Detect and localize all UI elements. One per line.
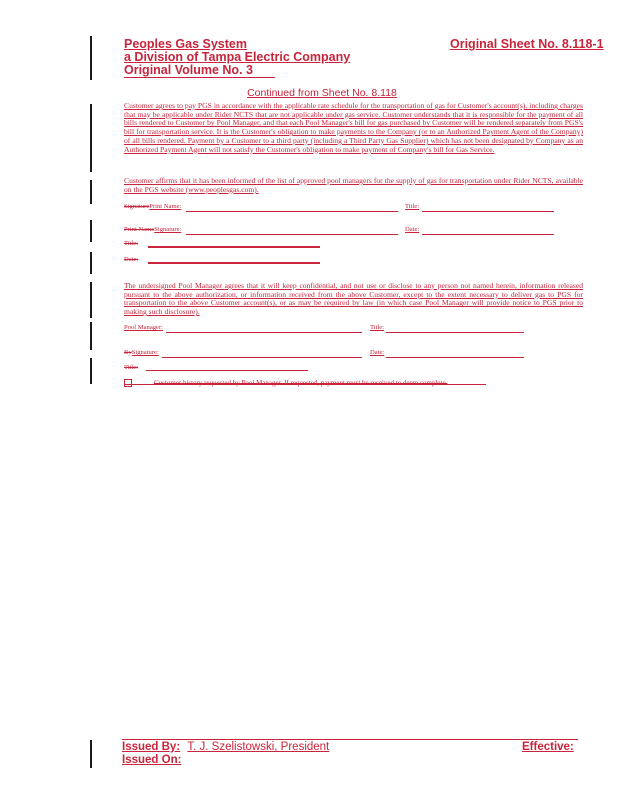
struck-date-label: Date: [124, 256, 139, 263]
title-label: Title: [405, 203, 420, 210]
pool-signature-label: BySignature: [124, 349, 159, 356]
company-volume: Original Volume No. 3 [124, 64, 275, 78]
pool-managers-paragraph: Customer affirms that it has been informed of the list of approved pool managers for the supply of gas for transportation under Rider NCTS, available on the PGS website (www.peoplesgas.com). [124, 176, 583, 194]
confidentiality-paragraph: The undersigned Pool Manager agrees that it will keep confidential, and not use or disclose to any person not named herein, information released pursuant to the above authorization, or information received from the above Customer, except to the extent necessary to deliver gas to PGS for transportation to the above Customer account(s), or as may be required by law (in which case Pool Manager will provide notice to PGS prior to making such disclosure). [124, 281, 583, 317]
struck-pool-title-line [146, 370, 308, 371]
struck-title-line [148, 246, 320, 248]
pool-date-label: Date: [370, 349, 385, 356]
company-name: Peoples Gas System [124, 37, 247, 51]
agreement-paragraph: Customer agrees to pay PGS in accordance with the applicable rate schedule for the transportation of gas for Customer's account(s), including charges that may be applicable under Rider NCTS that are not applicable under gas service. Customer understands that it is responsible for the payment of all bills rendered to Customer by Pool Manager, and that each Pool Manager's bill for gas purchased by Customer will be rendered separately from PGS's bill for transportation service. It is the Customer's obligation to make payments to the Company (or to an Authorized Payment Agent of the Company) of all bills rendered. Payment by a Customer to a third party (including a Third Party Gas Supplier) which has not been designated by Company as an Authorized Payment Agent will not satisfy the Customer's obligation to make payment of Company's bill for Gas Service. [124, 101, 583, 154]
footer-rule [122, 739, 578, 740]
date-line[interactable] [422, 234, 554, 235]
revision-bar [90, 36, 92, 80]
issued-on-label: Issued On: [122, 754, 182, 766]
print-name-label: SignaturePrint Name: [124, 203, 182, 210]
signature-line[interactable] [186, 234, 398, 235]
print-name-line[interactable] [186, 211, 398, 212]
signature-label: Print NameSignature: [124, 226, 182, 233]
pool-signature-line[interactable] [162, 357, 362, 358]
revision-bar [90, 740, 92, 768]
struck-title-label: Title: [124, 240, 139, 247]
revision-bar [90, 322, 92, 350]
date-label: Date: [405, 226, 420, 233]
effective-label: Effective: [522, 741, 574, 753]
pool-date-line[interactable] [386, 357, 524, 358]
revision-bar [90, 282, 92, 318]
struck-date-line [148, 262, 320, 264]
continued-title: Continued from Sheet No. 8.118 [247, 87, 397, 99]
company-division: a Division of Tampa Electric Company [124, 50, 351, 64]
revision-bar [90, 252, 92, 274]
company-header [124, 38, 350, 78]
pool-title-label: Title: [370, 324, 385, 331]
issued-by: Issued By: T. J. Szelistowski, President [122, 741, 330, 753]
revision-bar [90, 104, 92, 172]
sheet-number: Original Sheet No. 8.118-1 [450, 37, 604, 51]
pool-title-line[interactable] [386, 332, 524, 333]
pool-manager-line[interactable] [166, 332, 362, 333]
struck-pool-title-label: Title: [124, 364, 139, 371]
revision-bar [90, 358, 92, 384]
struck-history-strike [124, 384, 486, 385]
revision-bar [90, 220, 92, 242]
title-line[interactable] [422, 211, 554, 212]
revision-bar [90, 180, 92, 204]
pool-manager-label: Pool Manager: [124, 324, 164, 331]
struck-history-option: Customer history requested by Pool Manager. If requested, payment must be received to deem complete. [124, 379, 447, 387]
